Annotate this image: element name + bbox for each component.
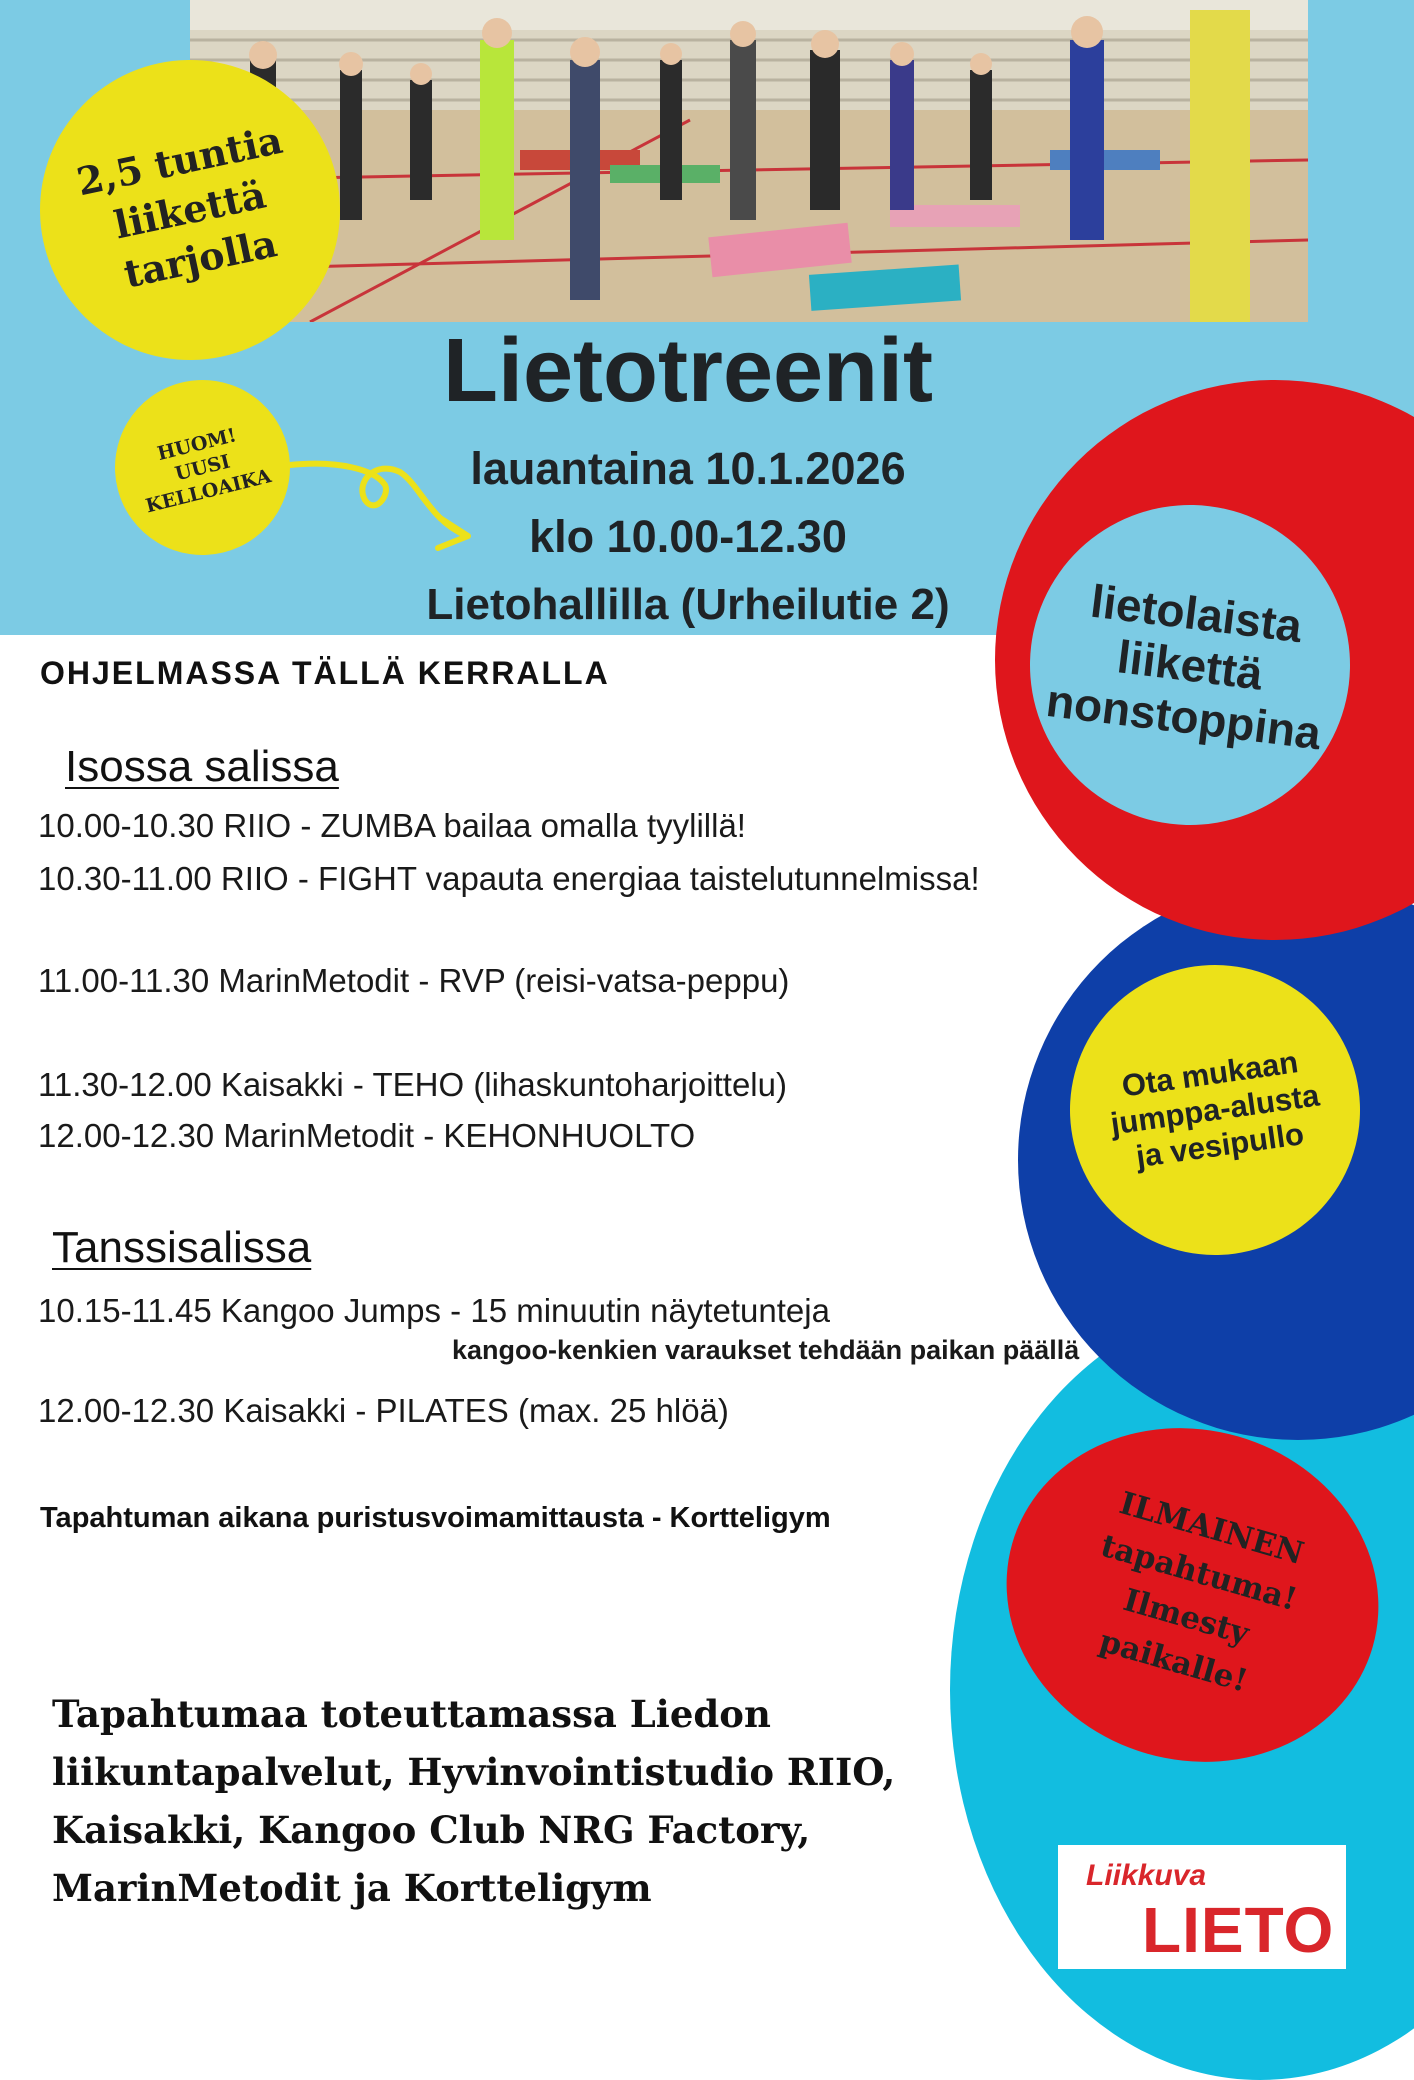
schedule-line: 10.15-11.45 Kangoo Jumps - 15 minuutin näytetunteja <box>38 1292 830 1329</box>
exercise-class-photo <box>190 0 1308 322</box>
event-title: Lietotreenit <box>442 321 934 421</box>
organizers-line: liikuntapalvelut, Hyvinvointistudio RIIO, <box>52 1750 896 1794</box>
schedule-line: 12.00-12.30 Kaisakki - PILATES (max. 25 hlöä) <box>38 1392 729 1429</box>
bring-along-text: Ota mukaan jumppa-alusta ja vesipullo <box>1108 1044 1322 1175</box>
hours-badge-text: 2,5 tuntia liikettä tarjolla <box>72 116 287 297</box>
schedule-line: 11.00-11.30 MarinMetodit - RVP (reisi-vatsa-peppu) <box>38 962 790 999</box>
schedule-line: 12.00-12.30 MarinMetodit - KEHONHUOLTO <box>38 1117 696 1154</box>
liikkuva-lieto-logo <box>1058 1845 1346 1969</box>
schedule-line: 10.30-11.00 RIIO - FIGHT vapauta energiaa taistelutunnelmissa! <box>38 860 980 897</box>
organizers-line: Tapahtumaa toteuttamassa Liedon <box>52 1692 771 1736</box>
schedule-line: 10.00-10.30 RIIO - ZUMBA bailaa omalla tyylillä! <box>38 807 746 844</box>
event-date: lauantaina 10.1.2026 <box>470 443 906 494</box>
event-time: klo 10.00-12.30 <box>529 511 847 562</box>
free-event-text: ILMAINEN tapahtuma! Ilmesty paikalle! <box>1095 1485 1308 1700</box>
logo-top-text: Liikkuva <box>1086 1859 1207 1892</box>
big-hall-title: Isossa salissa <box>65 742 339 791</box>
organizers-line: MarinMetodit ja Kortteligym <box>52 1866 652 1910</box>
event-place: Lietohallilla (Urheilutie 2) <box>426 580 950 629</box>
schedule-line: 11.30-12.00 Kaisakki - TEHO (lihaskuntoharjoittelu) <box>38 1066 787 1103</box>
measurement-note: Tapahtuman aikana puristusvoimamittausta - Kortteligym <box>40 1502 831 1534</box>
kangoo-note: kangoo-kenkien varaukset tehdään paikan päällä <box>452 1335 1080 1365</box>
organizers-text <box>52 1685 952 1917</box>
local-movement-text: lietolaista liikettä nonstoppina <box>1043 574 1324 760</box>
dance-hall-title: Tanssisalissa <box>52 1223 312 1272</box>
logo-main-text: LIETO <box>1142 1894 1335 1966</box>
program-heading: OHJELMASSA TÄLLÄ KERRALLA <box>40 655 610 691</box>
organizers-line: Kaisakki, Kangoo Club NRG Factory, <box>52 1808 811 1852</box>
new-time-badge-text: HUOM! UUSI KELLOAIKA <box>143 423 274 517</box>
